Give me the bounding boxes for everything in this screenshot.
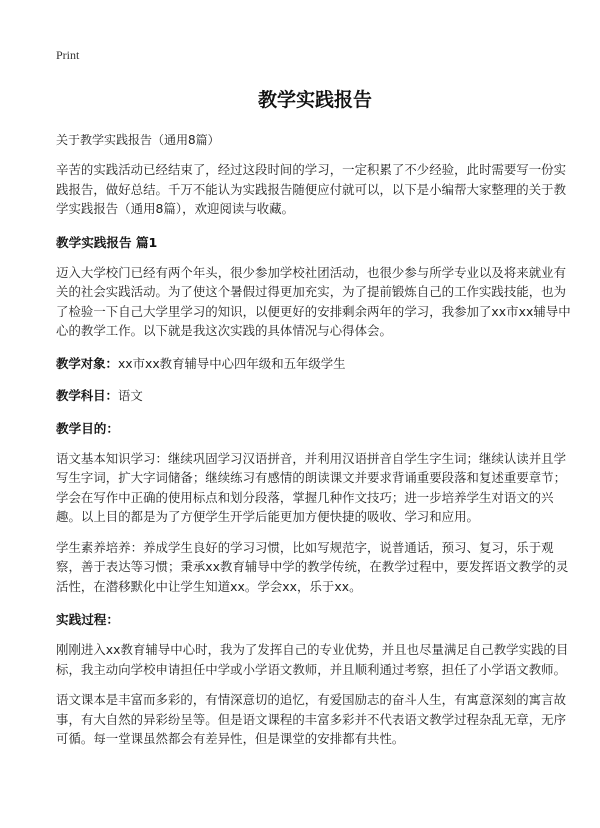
- teaching-goal-paragraph-1: 语文基本知识学习：继续巩固学习汉语拼音，并利用汉语拼音自学生字生词；继续认读并且学写生字词，扩大字词储备；继续练习有感情的朗读课文并要求背诵重要段落和复述重要章节；学会在写作中正确的使用标点和划分段落，掌握几种作文技巧；进一步培养学生对语文的兴趣。以上目的都是为了方便学生开学后能更加方便快捷的吸收、学习和应用。: [56, 450, 567, 524]
- print-link[interactable]: Print: [56, 48, 80, 62]
- page-title: 教学实践报告: [257, 89, 372, 111]
- practice-process-heading: 实践过程：: [56, 612, 119, 627]
- teaching-subject-value: 语文: [117, 387, 143, 403]
- document-page: [56, 44, 574, 749]
- section-1-paragraph: 迈入大学校门已经有两个年头，很少参加学校社团活动，也很少参与所学专业以及将来就业有关的社会实践活动。为了使这个暑假过得更加充实，为了提前锻炼自己的工作实践技能，也为了检验一下自己大学里学习的知识，以便更好的安排剩余两年的学习，我参加了xx市xx辅导中心的教学工作。以下就是我这次实践的具体情况与心得体会。: [56, 264, 571, 338]
- teaching-target-line: [56, 354, 574, 373]
- teaching-goal-heading: 教学目的：: [56, 420, 119, 436]
- teaching-subject-label: 教学科目：: [56, 387, 118, 403]
- document-subtitle: 关于教学实践报告（通用8篇）: [56, 133, 220, 147]
- intro-paragraph: 辛苦的实践活动已经结束了，经过这段时间的学习，一定积累了不少经验，此时需要写一份实践报告，做好总结。千万不能认为实践报告随便应付就可以，以下是小编帮大家整理的关于教学实践报告（通用8篇），欢迎阅读与收藏。: [56, 162, 567, 216]
- section-heading-1: 教学实践报告 篇1: [56, 234, 158, 250]
- teaching-target-value: xx市xx教育辅导中心四年级和五年级学生: [117, 355, 346, 371]
- teaching-goal-paragraph-2: 学生素养培养：养成学生良好的学习习惯，比如写规范字，说普通话，预习、复习，乐于观察，善于表达等习惯；秉承xx教育辅导中学的教学传统，在教学过程中，要发挥语文教学的灵活性，在潜移默化中让学生知道xx。学会xx，乐于xx。: [56, 539, 569, 594]
- teaching-subject-line: [56, 386, 574, 405]
- practice-process-paragraph-2: 语文课本是丰富而多彩的，有情深意切的追忆，有爱国励志的奋斗人生，有寓意深刻的寓言故事，有大自然的异彩纷呈等。但是语文课程的丰富多彩并不代表语文教学过程杂乱无章，无序可循。每一堂课虽然都会有差异性，但是课堂的安排都有共性。: [56, 692, 567, 746]
- practice-process-paragraph-1: 刚刚进入xx教育辅导中心时，我为了发挥自己的专业优势，并且也尽量满足自己教学实践的目标，我主动向学校申请担任中学或小学语文教师，并且顺利通过考察，担任了小学语文教师。: [56, 642, 569, 677]
- teaching-target-label: 教学对象：: [56, 355, 118, 371]
